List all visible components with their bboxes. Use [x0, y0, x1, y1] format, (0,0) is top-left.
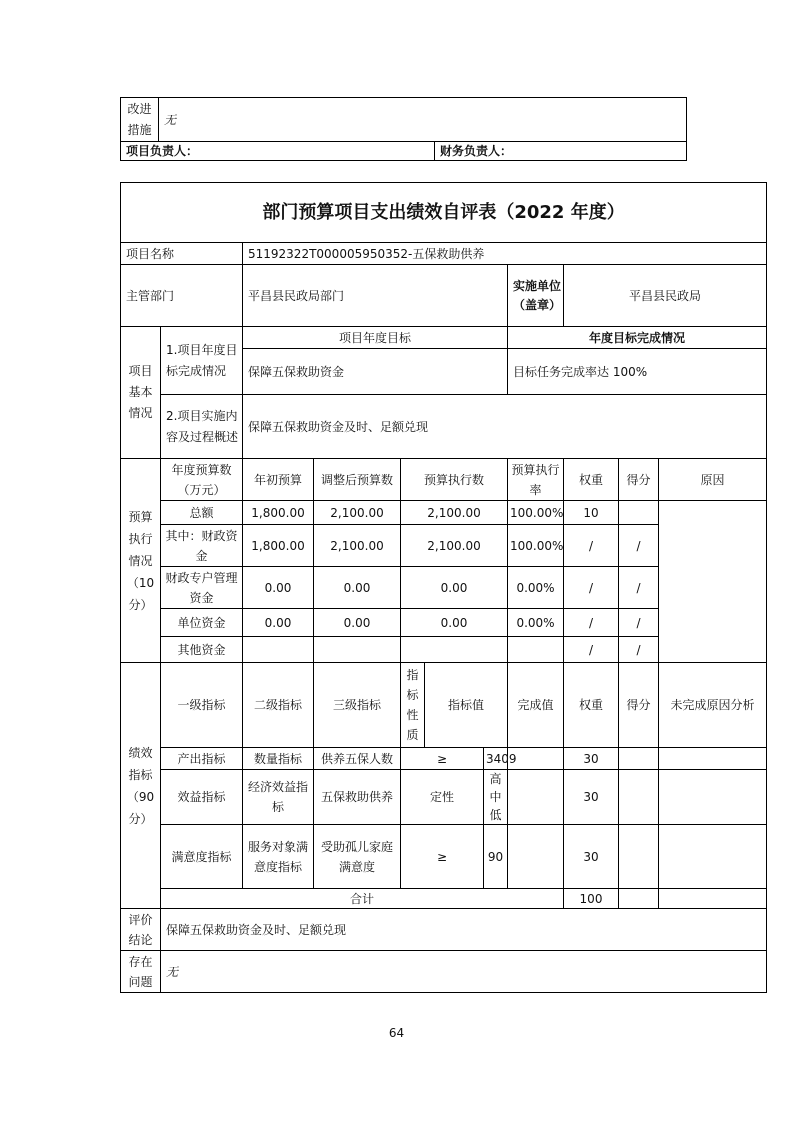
project-name-label: 项目名称 [121, 243, 243, 265]
budget-header: 年度预算数（万元） [161, 459, 243, 501]
budget-reason [659, 501, 767, 663]
perf-score [619, 770, 659, 825]
budget-score: / [619, 637, 659, 663]
perf-score [619, 825, 659, 889]
budget-score: / [619, 525, 659, 567]
budget-adjusted: 0.00 [314, 567, 401, 609]
budget-header: 年初预算 [243, 459, 314, 501]
improvement-value: 无 [159, 98, 687, 142]
budget-weight: / [564, 637, 619, 663]
perf-header: 一级指标 [161, 663, 243, 748]
perf-header: 三级指标 [314, 663, 401, 748]
perf-l1: 效益指标 [161, 770, 243, 825]
budget-row-name: 单位资金 [161, 609, 243, 637]
impl-unit-value: 平昌县民政局 [564, 265, 767, 327]
table-row [121, 501, 767, 525]
perf-actual [508, 825, 564, 889]
perf-nature: ≥ [401, 825, 484, 889]
budget-adjusted: 2,100.00 [314, 525, 401, 567]
budget-executed: 2,100.00 [401, 525, 508, 567]
perf-weight: 30 [564, 825, 619, 889]
issues-value: 无 [161, 951, 767, 993]
budget-executed: 0.00 [401, 567, 508, 609]
page-title: 部门预算项目支出绩效自评表（2022 年度） [121, 183, 767, 243]
budget-rate: 0.00% [508, 567, 564, 609]
budget-adjusted [314, 637, 401, 663]
perf-reason [659, 770, 767, 825]
budget-adjusted: 2,100.00 [314, 501, 401, 525]
perf-l3: 供养五保人数 [314, 748, 401, 770]
budget-header: 预算执行数 [401, 459, 508, 501]
budget-rate: 0.00% [508, 609, 564, 637]
budget-header: 调整后预算数 [314, 459, 401, 501]
table-row [121, 770, 767, 825]
perf-target: 90 [484, 825, 508, 889]
budget-row-name: 其中：财政资金 [161, 525, 243, 567]
issues-label: 存在问题 [121, 951, 161, 993]
perf-weight: 30 [564, 748, 619, 770]
budget-executed: 0.00 [401, 609, 508, 637]
perf-header: 未完成原因分析 [659, 663, 767, 748]
perf-actual [508, 770, 564, 825]
finance-lead-label: 财务负责人： [435, 142, 687, 161]
perf-reason [659, 748, 767, 770]
perf-header: 完成值 [508, 663, 564, 748]
total-score [619, 889, 659, 909]
budget-weight: / [564, 525, 619, 567]
budget-weight: / [564, 609, 619, 637]
budget-executed: 2,100.00 [401, 501, 508, 525]
content-value: 保障五保救助资金及时、足额兑现 [243, 395, 767, 459]
budget-score: / [619, 609, 659, 637]
budget-header: 得分 [619, 459, 659, 501]
budget-initial: 1,800.00 [243, 501, 314, 525]
budget-rate [508, 637, 564, 663]
perf-score [619, 748, 659, 770]
performance-label: 绩效指标（90分） [121, 663, 161, 909]
budget-row-name: 财政专户管理资金 [161, 567, 243, 609]
perf-l2: 数量指标 [243, 748, 314, 770]
budget-score [619, 501, 659, 525]
perf-l3: 受助孤儿家庭满意度 [314, 825, 401, 889]
goal-label: 1.项目年度目标完成情况 [161, 327, 243, 395]
budget-header: 原因 [659, 459, 767, 501]
project-name-value: 51192322T000005950352-五保救助供养 [243, 243, 767, 265]
total-weight: 100 [564, 889, 619, 909]
perf-nature: ≥ [401, 748, 484, 770]
total-reason [659, 889, 767, 909]
conclusion-value: 保障五保救助资金及时、足额兑现 [161, 909, 767, 951]
budget-weight: / [564, 567, 619, 609]
table-row [121, 825, 767, 889]
budget-label: 预算执行情况（10分） [121, 459, 161, 663]
done-value: 目标任务完成率达 100% [508, 349, 767, 395]
perf-l2: 服务对象满意度指标 [243, 825, 314, 889]
dept-label: 主管部门 [121, 265, 243, 327]
dept-value: 平昌县民政局部门 [243, 265, 508, 327]
content-label: 2.项目实施内容及过程概述 [161, 395, 243, 459]
perf-l3: 五保救助供养 [314, 770, 401, 825]
perf-nature: 定性 [401, 770, 484, 825]
perf-header-group [401, 663, 508, 748]
budget-initial: 0.00 [243, 567, 314, 609]
budget-row-name: 总额 [161, 501, 243, 525]
perf-header: 指标性质 [401, 663, 425, 747]
budget-initial: 1,800.00 [243, 525, 314, 567]
impl-unit-label: 实施单位（盖章） [508, 265, 564, 327]
budget-score: / [619, 567, 659, 609]
budget-weight: 10 [564, 501, 619, 525]
table-row [121, 748, 767, 770]
perf-l1: 满意度指标 [161, 825, 243, 889]
done-header: 年度目标完成情况 [508, 327, 767, 349]
budget-adjusted: 0.00 [314, 609, 401, 637]
goal-header: 项目年度目标 [243, 327, 508, 349]
self-evaluation-table [120, 182, 767, 993]
budget-rate: 100.00% [508, 501, 564, 525]
budget-rate: 100.00% [508, 525, 564, 567]
budget-header: 预算执行率 [508, 459, 564, 501]
basic-info-label: 项目基本情况 [121, 327, 161, 459]
improvement-table [120, 97, 687, 161]
perf-reason [659, 825, 767, 889]
budget-initial [243, 637, 314, 663]
perf-header: 得分 [619, 663, 659, 748]
improvement-label: 改进措施 [121, 98, 159, 142]
goal-value: 保障五保救助资金 [243, 349, 508, 395]
total-label: 合计 [161, 889, 564, 909]
budget-row-name: 其他资金 [161, 637, 243, 663]
total-row [121, 889, 767, 909]
perf-target: 高中低 [484, 770, 508, 825]
perf-header: 权重 [564, 663, 619, 748]
project-lead-label: 项目负责人： [121, 142, 435, 161]
budget-executed [401, 637, 508, 663]
perf-target: 3409 [484, 748, 508, 770]
perf-l2: 经济效益指标 [243, 770, 314, 825]
perf-header: 二级指标 [243, 663, 314, 748]
conclusion-label: 评价结论 [121, 909, 161, 951]
perf-weight: 30 [564, 770, 619, 825]
perf-header: 指标值 [447, 698, 484, 712]
budget-initial: 0.00 [243, 609, 314, 637]
perf-l1: 产出指标 [161, 748, 243, 770]
budget-header: 权重 [564, 459, 619, 501]
page-number: 64 [388, 1026, 405, 1040]
